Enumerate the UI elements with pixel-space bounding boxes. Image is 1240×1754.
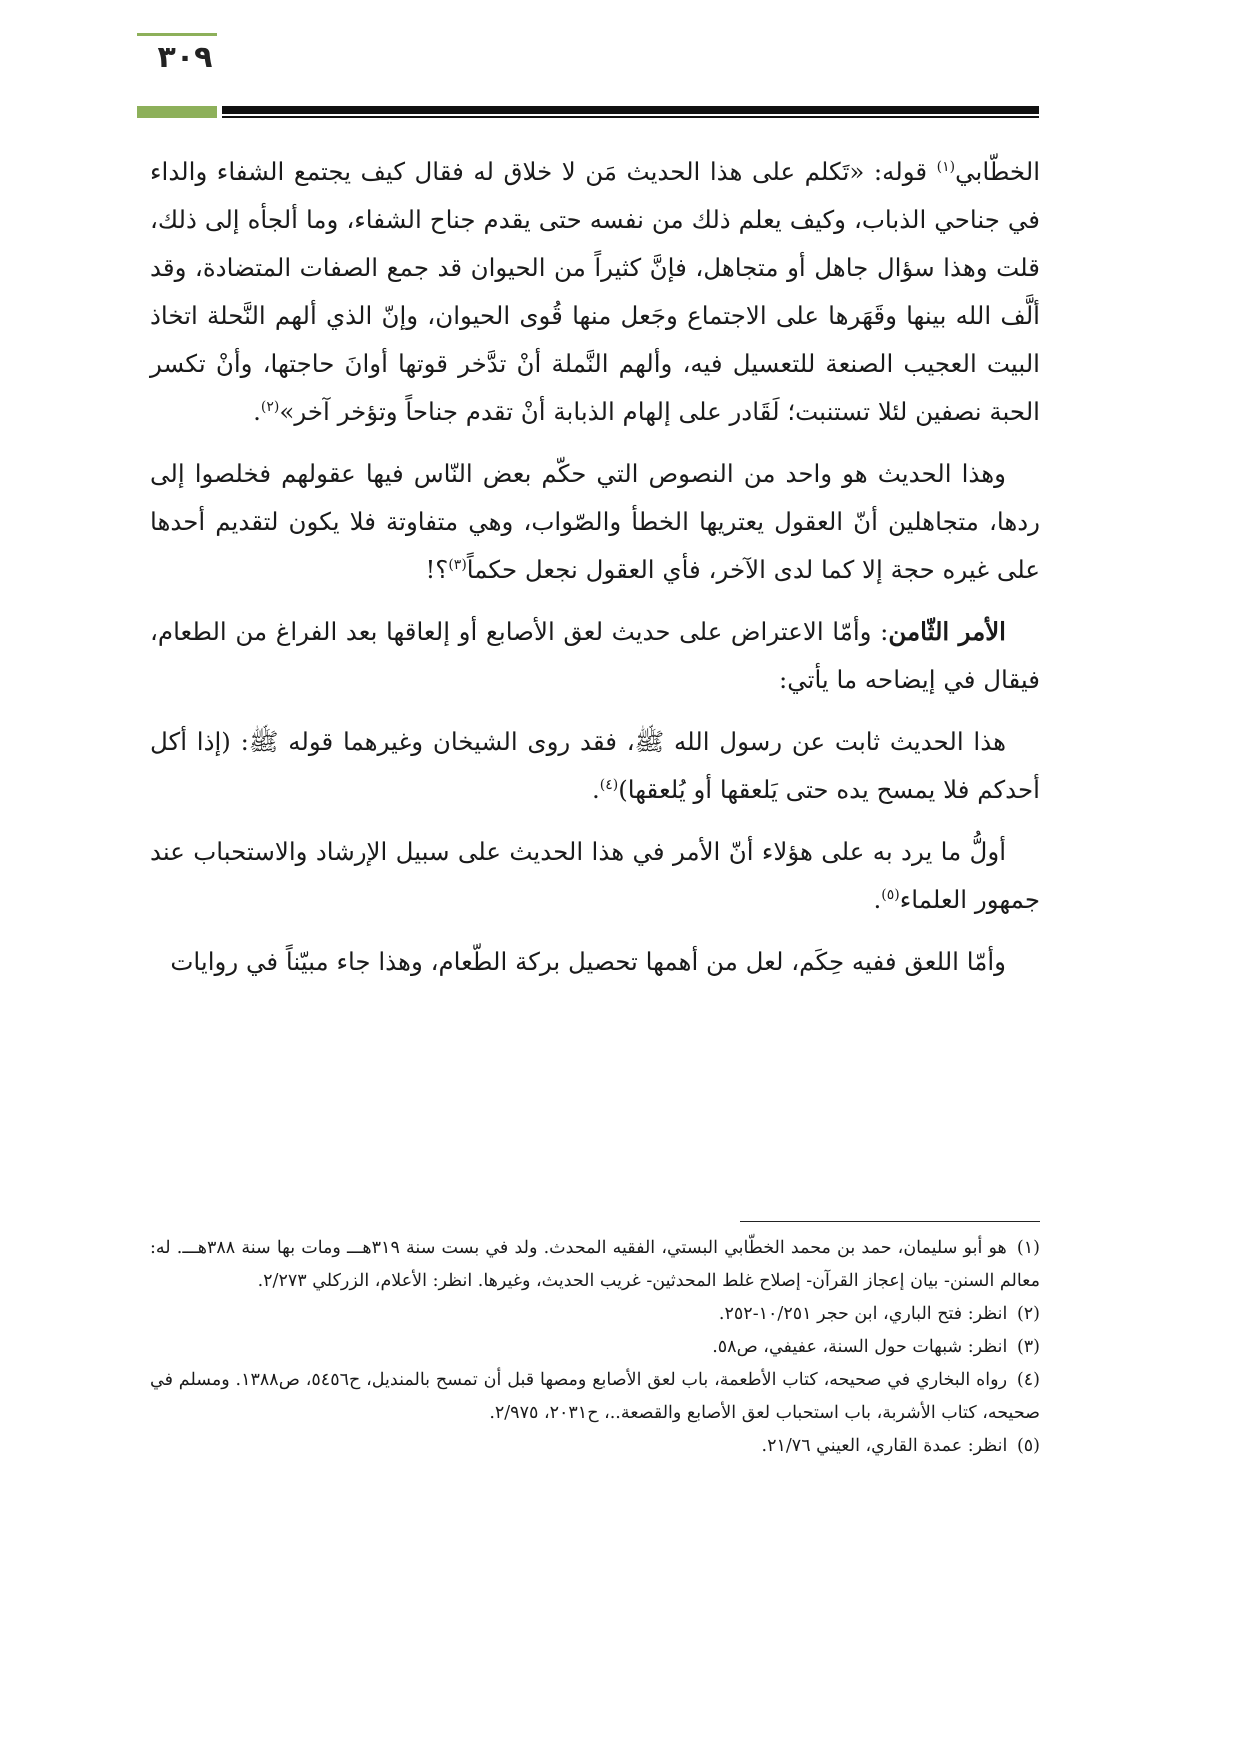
header-rule-thin [222,116,1039,118]
paragraph-text: وهذا الحديث هو واحد من النصوص التي حكّم بعض النّاس فيها عقولهم فخلصوا إلى ردها، متجاهلين أنّ العقول يعتريها الخطأ والصّواب، وهي متفاوتة فلا يكون لتقديم أحدها على غيره حجة إلا كما لدى الآخر، فأي العقول نجعل حكماً [150,459,1040,584]
main-text [150,148,1040,986]
paragraph-text: أولُّ ما يرد به على هؤلاء أنّ الأمر في هذا الحديث على سبيل الإرشاد والاستحباب عند جمهور العلماء [150,837,1040,914]
paragraph-text: : وأمّا الاعتراض على حديث لعق الأصابع أو إلعاقها بعد الفراغ من الطعام، فيقال في إيضاحه ما يأتي: [150,617,1040,694]
paragraph-eighth-matter [150,608,1040,704]
footnote-number: (٤) [1016,1370,1040,1390]
footnote-ref-2[interactable]: (٢) [260,398,280,415]
footnote-number: (٢) [1016,1304,1040,1324]
footnote-3 [150,1331,1040,1364]
paragraph-quote [150,148,1040,436]
footnote-number: (١) [1016,1238,1040,1258]
footnote-ref-3[interactable]: (٣) [448,556,467,573]
footnote-text: انظر: فتح الباري، ابن حجر ١٠/٢٥١-٢٥٢. [718,1304,1008,1324]
paragraph-reason [150,450,1040,594]
header-accent-bar [137,106,217,118]
footnote-ref-5[interactable]: (٥) [881,886,900,903]
paragraph-text: قوله: «تَكلم على هذا الحديث مَن لا خلاق له فقال كيف يجتمع الشفاء والداء في جناحي الذباب، وكيف يعلم ذلك من نفسه حتى يقدم جناح الشفاء، وما ألجأه إلى ذلك، قلت وهذا سؤال جاهل أو متجاهل، فإنَّ كثيراً من الحيوان قد جمع الصفات المتضادة، وقد ألَّف الله بينها وقَهَرها على الاجتماع وجَعل منها قُوى الحيوان، وإنّ الذي ألهم النَّحلة اتخاذ البيت العجيب الصنعة للتعسيل فيه، وألهم النَّملة أنْ تدَّخر قوتها أوانَ حاجتها، وأنْ تكسر الحبة نصفين لئلا تستنبت؛ لَقَادر على إلهام الذبابة أنْ تقدم جناحاً وتؤخر آخر» [150,157,1040,426]
paragraph-text: وأمّا اللعق ففيه حِكَم، لعل من أهمها تحصيل بركة الطّعام، وهذا جاء مبيّناً في روايات [170,947,1006,976]
footnote-ref-1[interactable]: (١) [936,158,956,175]
footnote-text: انظر: شبهات حول السنة، عفيفي، ص٥٨. [712,1337,1008,1357]
page-number: ٣٠٩ [157,40,213,75]
paragraph-end: ؟! [425,555,449,584]
footnote-text: هو أبو سليمان، حمد بن محمد الخطّابي البستي، الفقيه المحدث. ولد في بست سنة ٣١٩هـــ ومات بها سنة ٣٨٨هـــ. له: معالم السنن- بيان إعجاز القرآن- إصلاح غلط المحدثين- غريب الحديث، وغيرها. انظر: الأعلام، الزركلي ٢/٢٧٣. [150,1238,1040,1291]
paragraph-end: . [591,775,600,804]
header-accent-bar-top [137,33,217,36]
paragraph-hadith [150,718,1040,814]
footnote-text: رواه البخاري في صحيحه، كتاب الأطعمة، باب لعق الأصابع ومصها قبل أن تمسح بالمنديل، ح٥٤٥٦، ص١٣٨٨. ومسلم في صحيحه، كتاب الأشربة، باب استحباب لعق الأصابع والقصعة..، ح٢٠٣١، ٢/٩٧٥. [150,1370,1040,1423]
footnotes [150,1232,1040,1463]
paragraph-licking-wisdom [150,938,1040,986]
paragraph-end: . [873,885,882,914]
footnote-text: انظر: عمدة القاري، العيني ٢١/٧٦. [761,1436,1008,1456]
section-heading: الأمر الثّامن [888,617,1006,646]
paragraph-first-reply [150,828,1040,924]
paragraph-text: هذا الحديث ثابت عن رسول الله ﷺ، فقد روى الشيخان وغيرهما قوله ﷺ: (إذا أكل أحدكم فلا يمسح يده حتى يَلعقها أو يُلعقها) [150,727,1040,804]
header-rule-thick [222,106,1039,114]
footnote-ref-4[interactable]: (٤) [599,776,619,793]
footnote-2 [150,1298,1040,1331]
footnote-separator [740,1221,1040,1222]
footnote-5 [150,1430,1040,1463]
paragraph-lead: الخطّابي [955,157,1040,186]
paragraph-end: . [253,397,261,426]
footnote-1 [150,1232,1040,1298]
footnote-number: (٣) [1016,1337,1040,1357]
footnote-number: (٥) [1016,1436,1040,1456]
footnote-4 [150,1364,1040,1430]
